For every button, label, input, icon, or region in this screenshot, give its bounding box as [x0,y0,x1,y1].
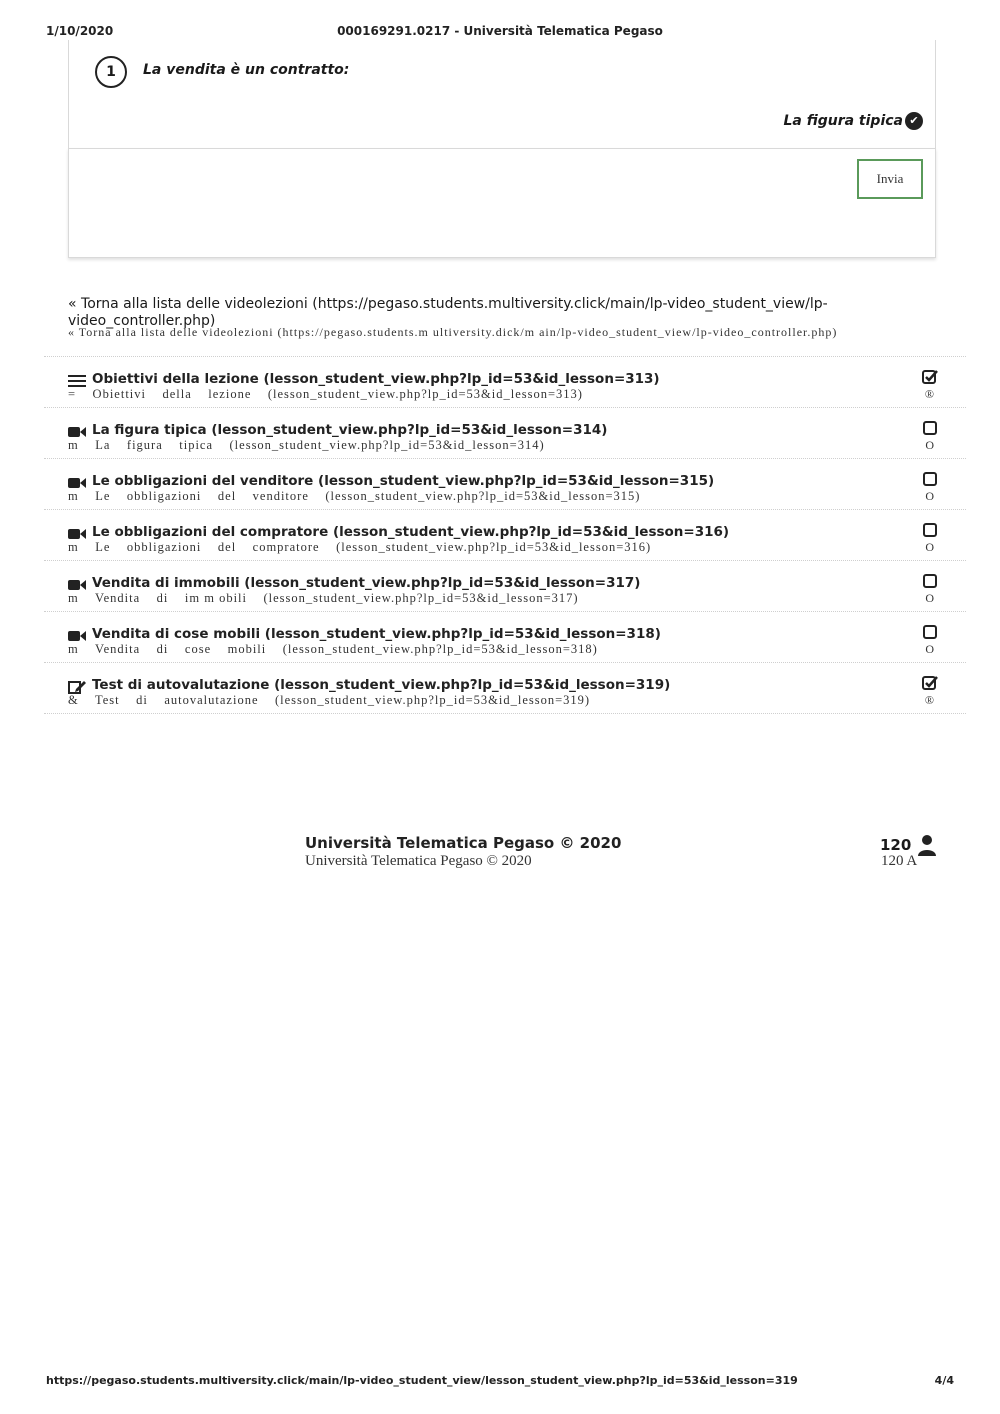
print-page-title: 000169291.0217 - Università Telematica Pegaso [337,24,663,38]
checkbox-checked-icon [922,675,938,691]
user-icon [917,834,937,856]
lesson-list [44,356,966,714]
answer-label: La figura tipica [783,113,903,129]
back-link-ocr: « Torna alla lista delle videolezioni (https://pegaso.students.m ultiversity.dick/m ain/lp-video_student_view/lp-video_controller.php) [68,325,838,339]
user-count-value: 120 [880,836,912,854]
question-text: La vendita è un contratto: [143,62,350,78]
edit-icon [68,679,86,693]
lesson-row[interactable] [44,509,966,560]
video-camera-icon [68,628,86,642]
lesson-link-ocr: m La figura tipica (lesson_student_view.php?lp_id=53&id_lesson=314) [68,438,545,452]
footer-copyright-ocr: Università Telematica Pegaso © 2020 [305,853,532,869]
question-number: 1 [95,56,127,88]
checkbox-empty-icon [922,624,938,640]
back-to-list-link[interactable] [68,296,928,341]
checkbox-empty-icon [922,522,938,538]
back-link-text[interactable]: « Torna alla lista delle videolezioni (https://pegaso.students.multiversity.click/main/lp-video_student_view/lp-video_controller.php) [68,296,828,329]
lesson-link[interactable]: La figura tipica (lesson_student_view.php?lp_id=53&id_lesson=314) [92,422,608,438]
lesson-row[interactable] [44,611,966,662]
selected-answer[interactable] [783,112,923,130]
lesson-link[interactable]: Le obbligazioni del venditore (lesson_student_view.php?lp_id=53&id_lesson=315) [92,473,715,489]
lesson-row[interactable] [44,560,966,611]
status-glyph: O [925,438,934,452]
check-circle-icon: ✔ [905,112,923,130]
video-camera-icon [68,424,86,438]
status-glyph: O [925,540,934,554]
checkbox-empty-icon [922,471,938,487]
lesson-link[interactable]: Le obbligazioni del compratore (lesson_student_view.php?lp_id=53&id_lesson=316) [92,524,730,540]
status-glyph: O [925,642,934,656]
lesson-link-ocr: m Le obbligazioni del venditore (lesson_student_view.php?lp_id=53&id_lesson=315) [68,489,641,503]
user-count-ocr: 120 A [881,853,918,869]
checkbox-empty-icon [922,573,938,589]
submit-card [68,148,936,258]
lesson-row[interactable] [44,407,966,458]
print-url: https://pegaso.students.multiversity.click/main/lp-video_student_view/lesson_student_view.php?lp_id=53&id_lesson=319 [46,1374,798,1387]
lesson-link[interactable]: Obiettivi della lezione (lesson_student_view.php?lp_id=53&id_lesson=313) [92,371,660,387]
lesson-link-ocr: & Test di autovalutazione (lesson_student_view.php?lp_id=53&id_lesson=319) [68,693,591,707]
lesson-link[interactable]: Vendita di cose mobili (lesson_student_view.php?lp_id=53&id_lesson=318) [92,626,661,642]
lesson-row[interactable] [44,458,966,509]
print-date: 1/10/2020 [46,24,114,38]
lesson-link-ocr: m Vendita di im m obili (lesson_student_view.php?lp_id=53&id_lesson=317) [68,591,579,605]
print-page-number: 4/4 [934,1374,954,1387]
lesson-link-ocr: m Vendita di cose mobili (lesson_student_view.php?lp_id=53&id_lesson=318) [68,642,598,656]
video-camera-icon [68,475,86,489]
question-card [68,40,936,149]
checkbox-empty-icon [922,420,938,436]
status-glyph: ® [924,693,934,707]
video-camera-icon [68,526,86,540]
video-camera-icon [68,577,86,591]
status-glyph: ® [924,387,934,401]
lesson-row[interactable] [44,356,966,407]
footer-copyright: Università Telematica Pegaso © 2020 [305,834,622,852]
checkbox-checked-icon [922,369,938,385]
list-icon [68,373,86,387]
status-glyph: O [925,489,934,503]
lesson-link[interactable]: Test di autovalutazione (lesson_student_view.php?lp_id=53&id_lesson=319) [92,677,671,693]
lesson-link[interactable]: Vendita di immobili (lesson_student_view.php?lp_id=53&id_lesson=317) [92,575,641,591]
lesson-link-ocr: m Le obbligazioni del compratore (lesson_student_view.php?lp_id=53&id_lesson=316) [68,540,652,554]
submit-button[interactable]: Invia [857,159,923,199]
lesson-link-ocr: = Obiettivi della lezione (lesson_student_view.php?lp_id=53&id_lesson=313) [68,387,583,401]
lesson-row[interactable] [44,662,966,714]
status-glyph: O [925,591,934,605]
